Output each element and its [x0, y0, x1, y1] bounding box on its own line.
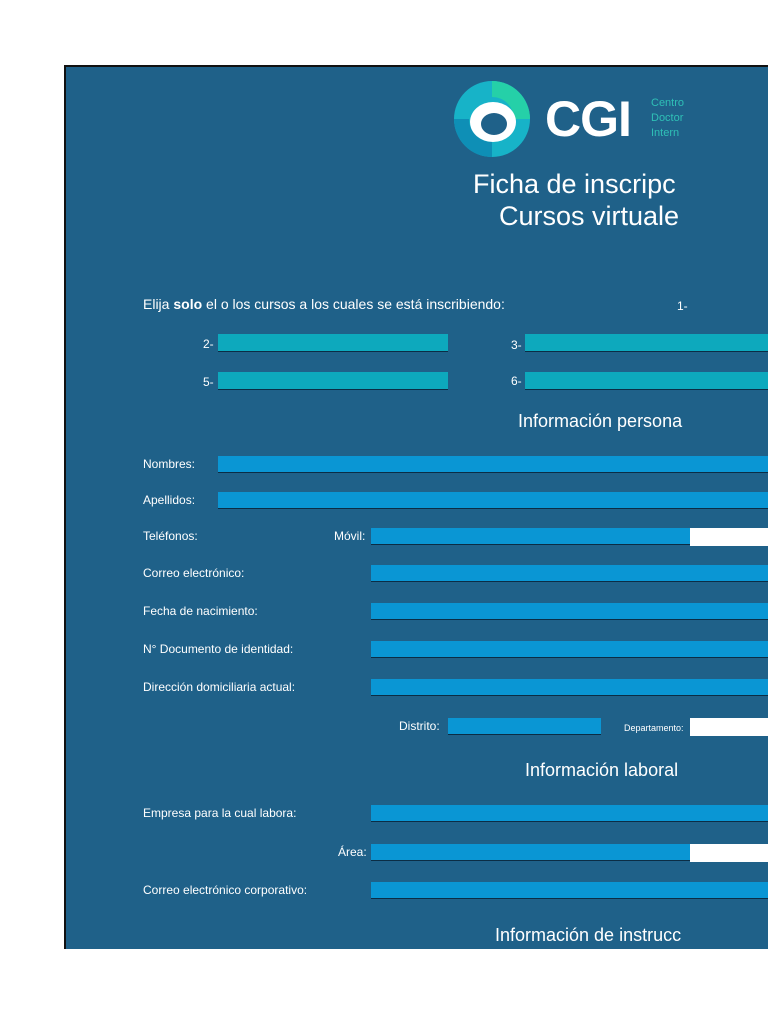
- correo-label: Correo electrónico:: [143, 566, 245, 580]
- cell-overflow-blank: [690, 528, 768, 546]
- course-slot-2-field[interactable]: [218, 334, 448, 352]
- course-slot-2-label: 2-: [203, 337, 214, 351]
- form-subtitle: Cursos virtuale: [499, 201, 680, 231]
- logo-subtitle-line-2: Doctor: [651, 112, 684, 124]
- documento-label: N° Documento de identidad:: [143, 642, 294, 656]
- course-slot-1-label: 1-: [677, 299, 688, 313]
- correo-field[interactable]: [371, 565, 768, 582]
- fecha-nacimiento-field[interactable]: [371, 603, 768, 620]
- cgi-logo-icon: [452, 80, 532, 158]
- direccion-field[interactable]: [371, 679, 768, 696]
- logo-text: CGI: [545, 91, 631, 147]
- apellidos-label: Apellidos:: [143, 493, 196, 507]
- telefonos-label: Teléfonos:: [143, 529, 198, 543]
- correo-corporativo-label: Correo electrónico corporativo:: [143, 883, 308, 897]
- area-label: Área:: [338, 845, 367, 859]
- course-slot-5-label: 5-: [203, 375, 214, 389]
- instruccion-info-heading: Información de instrucc: [495, 925, 682, 945]
- area-field[interactable]: [371, 844, 690, 861]
- logo-subtitle-line-1: Centro: [651, 97, 685, 109]
- cell-overflow-blank-2: [690, 844, 768, 862]
- course-slot-3-field[interactable]: [525, 334, 768, 352]
- movil-field[interactable]: [371, 528, 690, 545]
- movil-label: Móvil:: [334, 529, 366, 543]
- distrito-field[interactable]: [448, 718, 601, 735]
- course-slot-6-field[interactable]: [525, 372, 768, 390]
- form-title: Ficha de inscripc: [473, 169, 676, 199]
- nombres-label: Nombres:: [143, 457, 196, 471]
- laboral-info-heading: Información laboral: [525, 760, 679, 780]
- documento-field[interactable]: [371, 641, 768, 658]
- departamento-label: Departamento:: [624, 723, 684, 733]
- apellidos-field[interactable]: [218, 492, 768, 509]
- course-slot-5-field[interactable]: [218, 372, 448, 390]
- course-slot-6-label: 6-: [511, 374, 522, 388]
- personal-info-heading: Información persona: [518, 411, 683, 431]
- distrito-label: Distrito:: [399, 719, 440, 733]
- logo-subtitle-line-3: Intern: [651, 127, 680, 139]
- nombres-field[interactable]: [218, 456, 768, 473]
- fecha-nacimiento-label: Fecha de nacimiento:: [143, 604, 258, 618]
- courses-prompt: Elija solo el o los cursos a los cuales se está inscribiendo:: [143, 296, 505, 312]
- correo-corporativo-field[interactable]: [371, 882, 768, 899]
- departamento-field[interactable]: [690, 718, 768, 736]
- direccion-label: Dirección domiciliaria actual:: [143, 680, 296, 694]
- empresa-field[interactable]: [371, 805, 768, 822]
- empresa-label: Empresa para la cual labora:: [143, 806, 297, 820]
- course-slot-3-label: 3-: [511, 338, 522, 352]
